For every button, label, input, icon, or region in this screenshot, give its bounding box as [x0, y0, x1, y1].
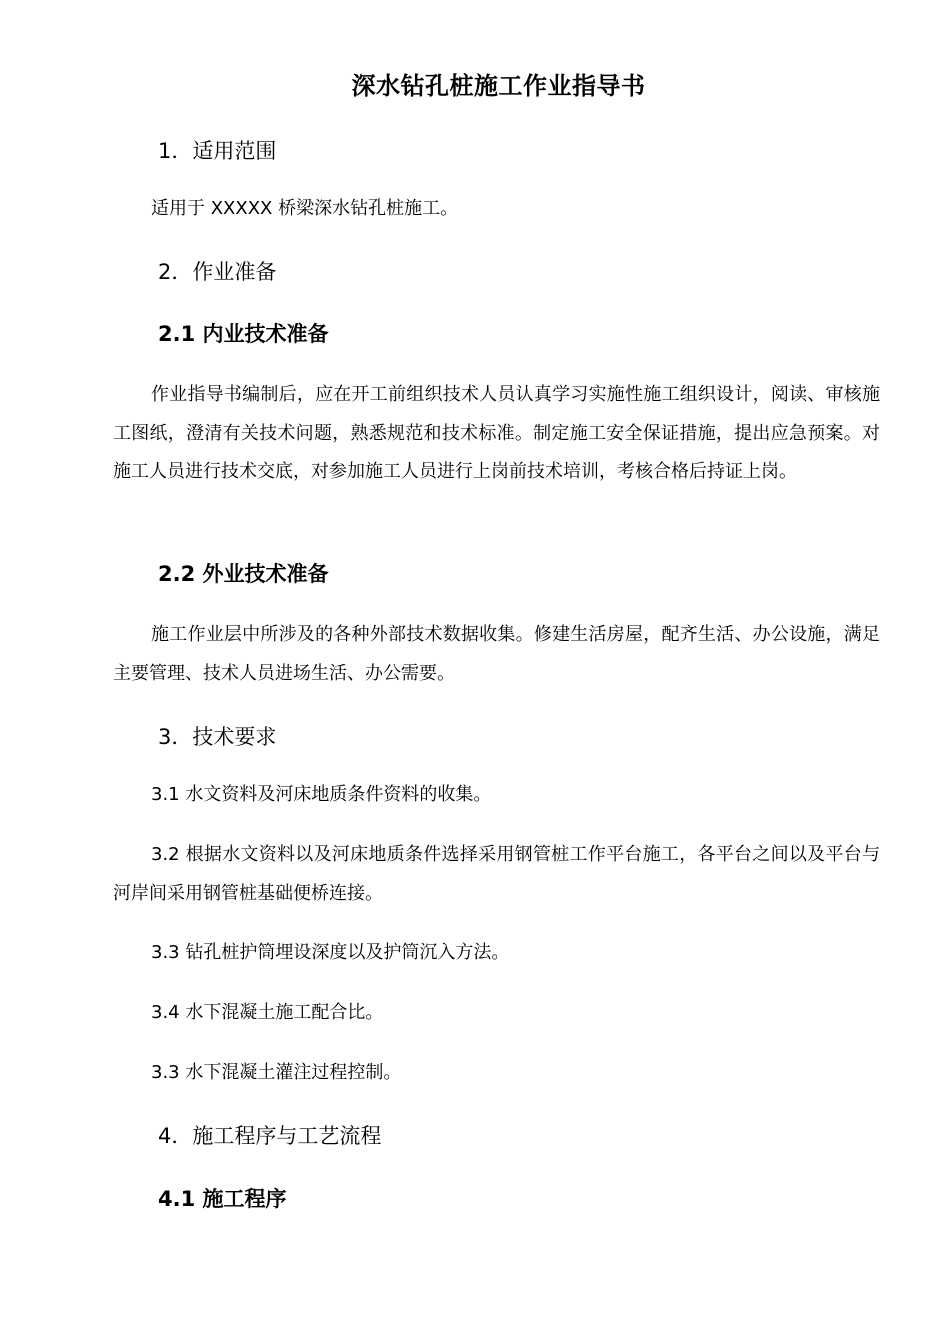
section-2-2-text: 施工作业层中所涉及的各种外部技术数据收集。修建生活房屋，配齐生活、办公设施，满足主要管理、技术人员进场生活、办公需要。	[113, 624, 880, 684]
section-1-heading: 1．适用范围	[158, 139, 277, 163]
section-2-1-text: 作业指导书编制后，应在开工前组织技术人员认真学习实施性施工组织设计，阅读、审核施工图纸，澄清有关技术问题，熟悉规范和技术标准。制定施工安全保证措施，提出应急预案。对施工人员进行技术交底，对参加施工人员进行上岗前技术培训，考核合格后持证上岗。	[113, 384, 880, 482]
section-3-item: 3.4 水下混凝土施工配合比。	[151, 1002, 384, 1023]
section-2-2-heading: 2.2 外业技术准备	[158, 562, 329, 586]
section-4-heading: 4．施工程序与工艺流程	[158, 1124, 382, 1148]
section-3-item: 3.1 水文资料及河床地质条件资料的收集。	[151, 784, 492, 805]
section-3-item: 3.3 钻孔桩护筒埋设深度以及护筒沉入方法。	[151, 942, 510, 963]
section-3-heading: 3．技术要求	[158, 725, 277, 749]
section-4-1-heading: 4.1 施工程序	[158, 1187, 287, 1211]
section-3-item: 3.3 水下混凝土灌注过程控制。	[151, 1062, 402, 1083]
section-2-1-heading: 2.1 内业技术准备	[158, 322, 329, 346]
section-2-heading: 2．作业准备	[158, 260, 277, 284]
section-1-text: 适用于 XXXXX 桥梁深水钻孔桩施工。	[151, 198, 459, 219]
document-title: 深水钻孔桩施工作业指导书	[351, 72, 646, 100]
section-3-item: 3.2 根据水文资料以及河床地质条件选择采用钢管桩工作平台施工，各平台之间以及平台与河岸间采用钢管桩基础便桥连接。	[113, 844, 880, 904]
